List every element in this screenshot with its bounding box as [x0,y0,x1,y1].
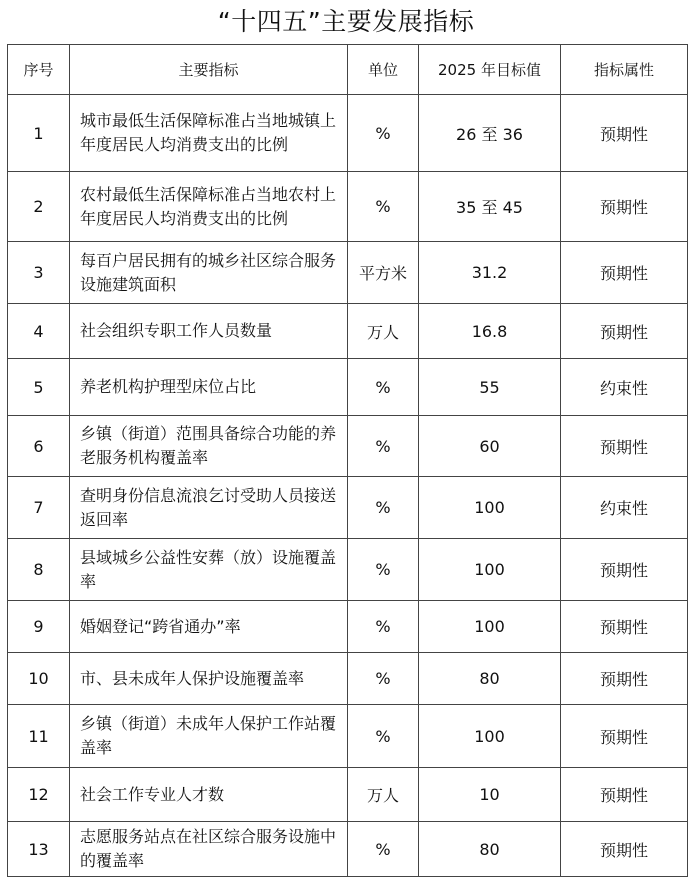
cell-target: 80 [419,822,561,877]
table-row [8,416,688,477]
indicators-table [7,44,688,877]
header-indicator: 主要指标 [70,45,348,95]
table-row [8,304,688,359]
table-row [8,653,688,705]
cell-target: 100 [419,539,561,601]
cell-unit: 平方米 [348,242,419,304]
cell-target: 100 [419,601,561,653]
cell-no: 10 [8,653,70,705]
cell-indicator: 乡镇（街道）未成年人保护工作站覆盖率 [70,705,348,768]
cell-attribute: 预期性 [561,601,688,653]
cell-attribute: 预期性 [561,172,688,242]
cell-no: 4 [8,304,70,359]
cell-indicator: 社会组织专职工作人员数量 [70,304,348,359]
table-row [8,242,688,304]
table-row [8,601,688,653]
cell-indicator: 查明身份信息流浪乞讨受助人员接送返回率 [70,477,348,539]
cell-unit: % [348,95,419,172]
cell-attribute: 预期性 [561,242,688,304]
cell-no: 7 [8,477,70,539]
cell-unit: % [348,416,419,477]
cell-target: 26 至 36 [419,95,561,172]
cell-no: 1 [8,95,70,172]
cell-attribute: 预期性 [561,653,688,705]
cell-no: 12 [8,768,70,822]
cell-attribute: 预期性 [561,768,688,822]
cell-no: 9 [8,601,70,653]
cell-no: 8 [8,539,70,601]
cell-target: 100 [419,705,561,768]
table-row [8,477,688,539]
header-no: 序号 [8,45,70,95]
cell-indicator: 社会工作专业人才数 [70,768,348,822]
cell-indicator: 婚姻登记“跨省通办”率 [70,601,348,653]
cell-unit: % [348,172,419,242]
cell-attribute: 预期性 [561,539,688,601]
cell-indicator: 养老机构护理型床位占比 [70,359,348,416]
cell-target: 80 [419,653,561,705]
header-unit: 单位 [348,45,419,95]
table-row [8,705,688,768]
cell-unit: % [348,539,419,601]
cell-no: 11 [8,705,70,768]
cell-unit: % [348,822,419,877]
cell-indicator: 每百户居民拥有的城乡社区综合服务设施建筑面积 [70,242,348,304]
cell-unit: % [348,477,419,539]
cell-target: 16.8 [419,304,561,359]
cell-attribute: 预期性 [561,822,688,877]
cell-target: 31.2 [419,242,561,304]
cell-no: 6 [8,416,70,477]
table-header-row [8,45,688,95]
cell-no: 13 [8,822,70,877]
table-row [8,822,688,877]
cell-attribute: 预期性 [561,416,688,477]
cell-unit: % [348,359,419,416]
cell-no: 2 [8,172,70,242]
cell-target: 100 [419,477,561,539]
page-title: “十四五”主要发展指标 [217,7,475,36]
table-row [8,768,688,822]
cell-attribute: 预期性 [561,304,688,359]
cell-attribute: 预期性 [561,705,688,768]
cell-no: 5 [8,359,70,416]
cell-attribute: 预期性 [561,95,688,172]
cell-indicator: 志愿服务站点在社区综合服务设施中的覆盖率 [70,822,348,877]
cell-unit: % [348,705,419,768]
cell-unit: 万人 [348,768,419,822]
cell-indicator: 城市最低生活保障标准占当地城镇上年度居民人均消费支出的比例 [70,95,348,172]
cell-target: 35 至 45 [419,172,561,242]
header-target: 2025 年目标值 [419,45,561,95]
cell-attribute: 约束性 [561,477,688,539]
cell-target: 10 [419,768,561,822]
cell-target: 60 [419,416,561,477]
cell-unit: 万人 [348,304,419,359]
table-row [8,172,688,242]
cell-indicator: 市、县未成年人保护设施覆盖率 [70,653,348,705]
header-attribute: 指标属性 [561,45,688,95]
table-row [8,359,688,416]
cell-target: 55 [419,359,561,416]
cell-indicator: 乡镇（街道）范围具备综合功能的养老服务机构覆盖率 [70,416,348,477]
cell-unit: % [348,601,419,653]
cell-indicator: 农村最低生活保障标准占当地农村上年度居民人均消费支出的比例 [70,172,348,242]
table-row [8,95,688,172]
table-row [8,539,688,601]
cell-no: 3 [8,242,70,304]
cell-attribute: 约束性 [561,359,688,416]
cell-indicator: 县域城乡公益性安葬（放）设施覆盖率 [70,539,348,601]
cell-unit: % [348,653,419,705]
